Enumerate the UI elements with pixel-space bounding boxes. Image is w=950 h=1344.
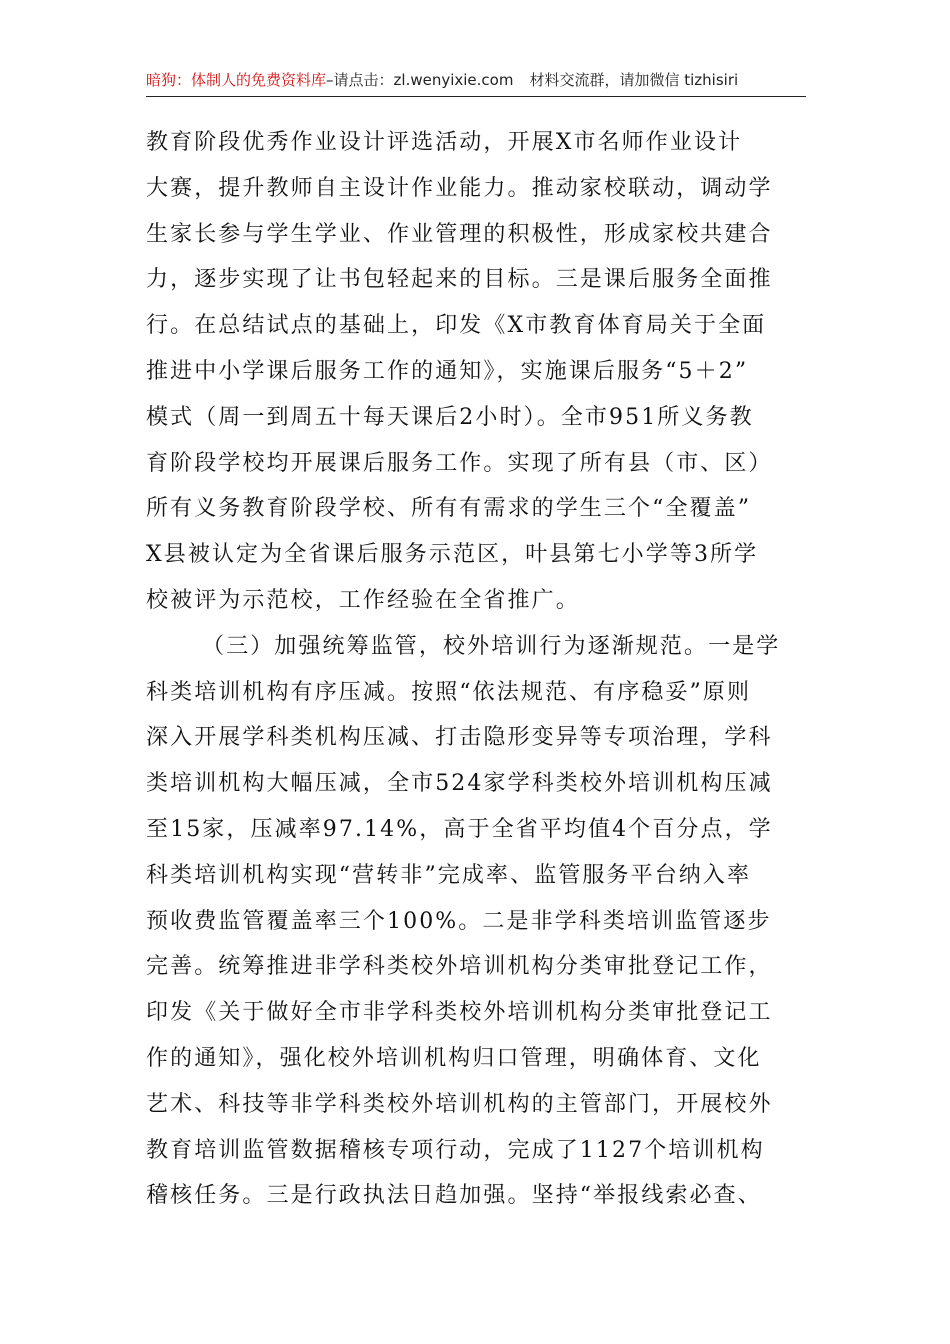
header-prompt: –请点击：	[326, 71, 394, 89]
text-line: 科类培训机构实现“营转非”完成率、监管服务平台纳入率	[146, 862, 752, 888]
header-url-link[interactable]: zl.wenyixie.com	[393, 71, 514, 89]
text-line: 模式（周一到周五十每天课后2小时）。全市951所义务教	[146, 404, 754, 430]
text-line: X县被认定为全省课后服务示范区，叶县第七小学等3所学	[146, 542, 759, 568]
text-line: 育阶段学校均开展课后服务工作。实现了所有县（市、区）	[146, 450, 773, 476]
page-header	[146, 66, 806, 97]
text-line: 行。在总结试点的基础上，印发《X市教育体育局关于全面	[146, 313, 767, 339]
text-line: 所有义务教育阶段学校、所有有需求的学生三个“全覆盖”	[146, 496, 752, 522]
text-line: 科类培训机构有序压减。按照“依法规范、有序稳妥”原则	[146, 679, 752, 705]
text-line: 预收费监管覆盖率三个100%。二是非学科类培训监管逐步	[146, 908, 772, 934]
text-line: 推进中小学课后服务工作的通知》，实施课后服务“5＋2”	[146, 358, 749, 384]
text-line: 生家长参与学生学业、作业管理的积极性，形成家校共建合	[146, 221, 773, 247]
header-brand[interactable]: 暗狗：体制人的免费资料库	[146, 71, 327, 89]
text-line: 稽核任务。三是行政执法日趋加强。坚持“举报线索必查、	[146, 1183, 762, 1209]
text-line: 完善。统筹推进非学科类校外培训机构分类审批登记工作，	[146, 954, 773, 980]
section-heading-line: （三）加强统筹监管，校外培训行为逐渐规范。一是学	[202, 633, 781, 659]
text-line: 力，逐步实现了让书包轻起来的目标。三是课后服务全面推	[146, 267, 773, 293]
text-line: 类培训机构大幅压减，全市524家学科类校外培训机构压减	[146, 771, 773, 797]
text-line: 艺术、科技等非学科类校外培训机构的主管部门，开展校外	[146, 1091, 773, 1117]
text-line: 深入开展学科类机构压减、打击隐形变异等专项治理，学科	[146, 725, 773, 751]
text-line: 校被评为示范校，工作经验在全省推广。	[146, 587, 580, 613]
text-line: 印发《关于做好全市非学科类校外培训机构分类审批登记工	[146, 1000, 773, 1026]
text-line: 至15家，压减率97.14%，高于全省平均值4个百分点，学	[146, 816, 773, 842]
text-line: 教育培训监管数据稽核专项行动，完成了1127个培训机构	[146, 1137, 765, 1163]
document-body	[146, 120, 808, 1219]
text-line: 作的通知》，强化校外培训机构归口管理，明确体育、文化	[146, 1045, 762, 1071]
text-line: 教育阶段优秀作业设计评选活动，开展X市名师作业设计	[146, 130, 743, 155]
text-line: 大赛，提升教师自主设计作业能力。推动家校联动，调动学	[146, 175, 773, 201]
header-wechat-note: 材料交流群，请加微信 tizhisiri	[529, 71, 739, 89]
